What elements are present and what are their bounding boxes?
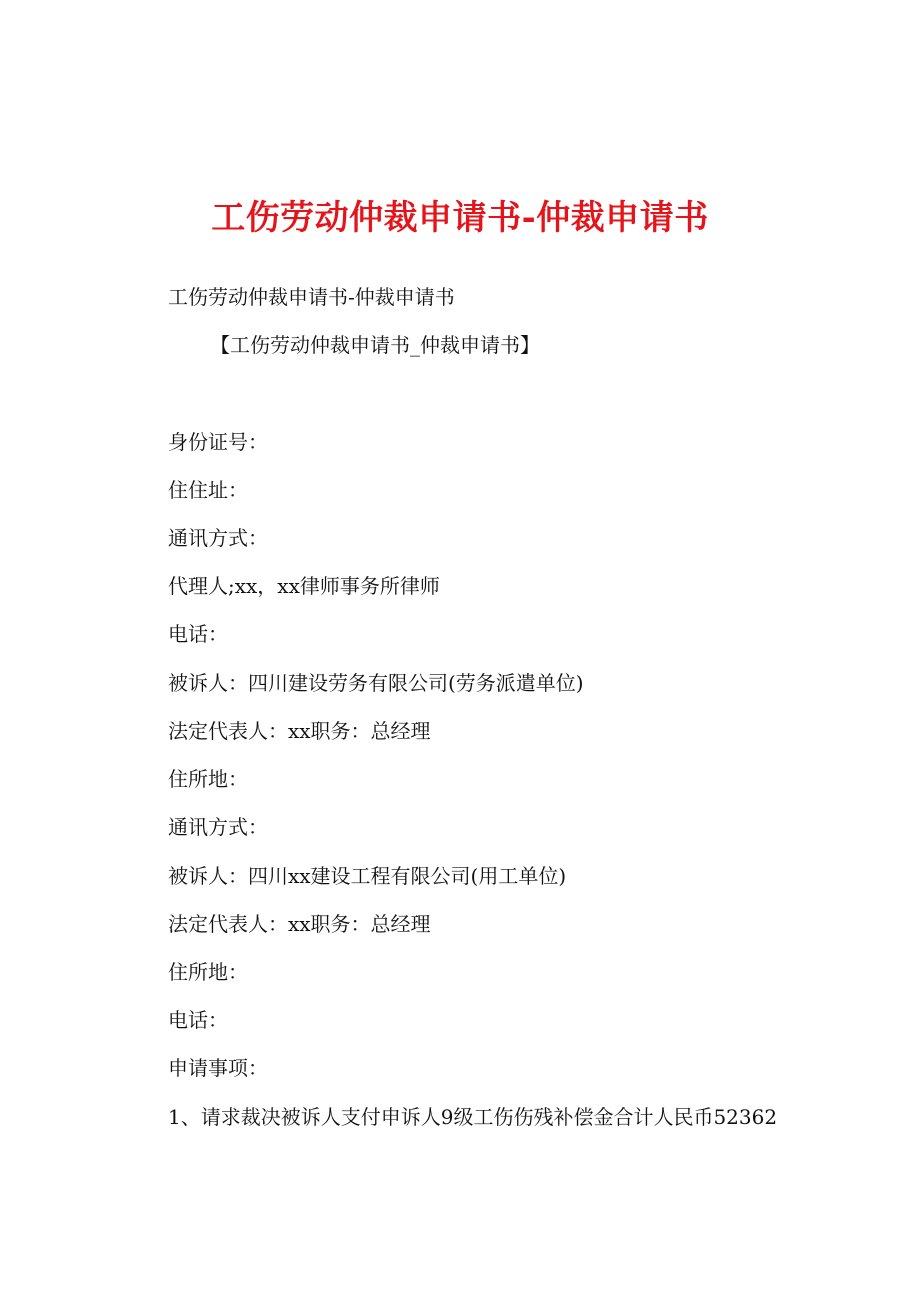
bracket-title: 【工伤劳动仲裁申请书_仲裁申请书】 — [210, 333, 540, 357]
phone-line: 电话： — [168, 622, 228, 646]
phone-2-line: 电话： — [168, 1008, 228, 1032]
document-title: 工伤劳动仲裁申请书-仲裁申请书 — [211, 198, 709, 238]
address-line: 住住址： — [168, 478, 248, 502]
legal-rep-2-line: 法定代表人：xx职务：总经理 — [168, 912, 431, 936]
legal-rep-1-line: 法定代表人：xx职务：总经理 — [168, 719, 431, 743]
document-subtitle: 工伤劳动仲裁申请书-仲裁申请书 — [168, 285, 455, 309]
domicile-2-line: 住所地： — [168, 960, 248, 984]
contact-line: 通讯方式： — [168, 526, 268, 550]
respondent-1-line: 被诉人：四川建设劳务有限公司(劳务派遣单位) — [168, 671, 584, 695]
domicile-1-line: 住所地： — [168, 767, 248, 791]
claim-item-1: 1、请求裁决被诉人支付申诉人9级工伤伤残补偿金合计人民币52362 — [168, 1105, 778, 1129]
claims-heading: 申请事项： — [168, 1056, 268, 1080]
contact-2-line: 通讯方式： — [168, 815, 268, 839]
respondent-2-line: 被诉人：四川xx建设工程有限公司(用工单位) — [168, 864, 567, 888]
agent-line: 代理人;xx，xx律师事务所律师 — [168, 574, 440, 598]
id-number-line: 身份证号： — [168, 430, 268, 454]
